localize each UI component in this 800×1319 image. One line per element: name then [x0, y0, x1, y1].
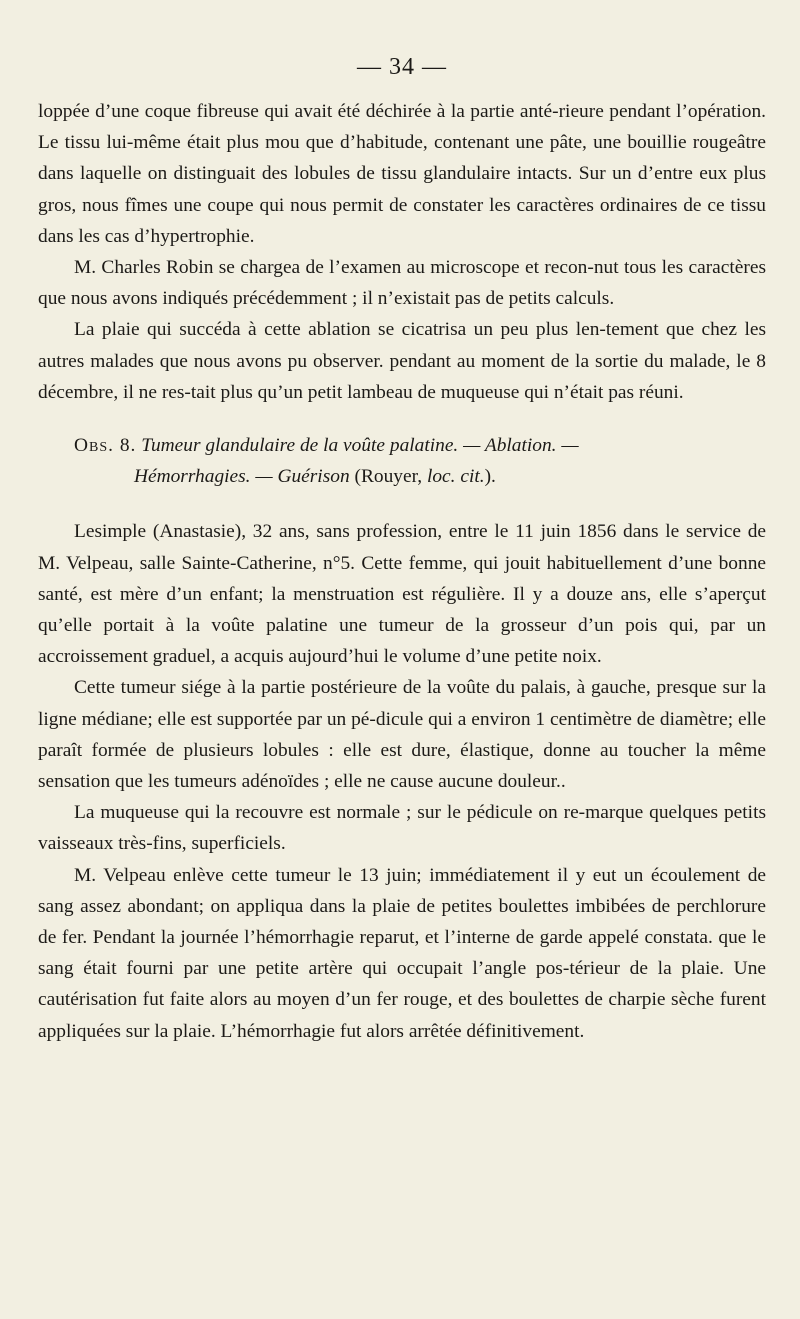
observation-close-paren: ).	[484, 466, 496, 488]
paragraph-continued: loppée d’une coque fibreuse qui avait été déchirée à la partie anté-rieure pendant l’opération. Le tissu lui-même était plus mou que d’habitude, contenant une pâte, une bouillie rougeâtre dans laquelle on distinguait des lobules de tissu glandulaire intacts. Sur un d’entre eux plus gros, nous fîmes une coupe qui nous permit de constater les caractères ordinaires de ce tissu dans les cas d’hypertrophie.	[38, 101, 766, 247]
observation-heading	[38, 430, 766, 492]
paragraph-tumor-description: Cette tumeur siége à la partie postérieure de la voûte du palais, à gauche, presque sur la ligne médiane; elle est supportée par un pé-dicule qui a environ 1 centimètre de diamètre; elle paraît formée de plusieurs lobules : elle est dure, élastique, donne au toucher la même sensation que les tumeurs adénoïdes ; elle ne cause aucune douleur..	[38, 677, 766, 793]
paragraph-patient-history: Lesimple (Anastasie), 32 ans, sans profession, entre le 11 juin 1856 dans le service de M. Velpeau, salle Sainte-Catherine, n°5. Cette femme, qui jouit habituellement d’une bonne santé, est mère d’un enfant; la menstruation est régulière. Il y a douze ans, elle s’aperçut qu’elle portait à la voûte palatine une tumeur de la grosseur d’un pois qui, par un accroissement graduel, a acquis aujourd’hui le volume d’une petite noix.	[38, 521, 766, 668]
observation-title-part2: Hémorrhagies. — Guérison	[134, 466, 350, 488]
observation-label: Obs. 8.	[74, 435, 137, 457]
paragraph-robin-exam: M. Charles Robin se chargea de l’examen au microscope et recon-nut tous les caractères que nous avons indiqués précédemment ; il n’existait pas de petits calculs.	[38, 257, 766, 310]
observation-title-line2	[74, 461, 766, 492]
observation-open-paren: (	[349, 466, 361, 488]
observation-source-name: Rouyer,	[360, 466, 423, 488]
observation-title-part1: Tumeur glandulaire de la voûte palatine. — Ablation. —	[141, 435, 579, 457]
observation-source-ref: loc. cit.	[426, 466, 485, 488]
paragraph-mucosa: La muqueuse qui la recouvre est normale ; sur le pédicule on re-marque quelques petits vaisseaux très-fins, superficiels.	[38, 802, 766, 855]
page-number: — 34 —	[357, 54, 447, 80]
paragraph-surgery: M. Velpeau enlève cette tumeur le 13 juin; immédiatement il y eut un écoulement de sang assez abondant; on appliqua dans la plaie de petites boulettes imbibées de perchlorure de fer. Pendant la journée l’hémorrhagie reparut, et l’interne de garde appelé constata. que le sang était fourni par une petite artère qui occupait l’angle pos-térieur de la plaie. Une cautérisation fut faite alors au moyen d’un fer rouge, et des boulettes de charpie sèche furent appliquées sur la plaie. L’hémorrhagie fut alors arrêtée définitivement.	[38, 864, 766, 1042]
paragraph-healing: La plaie qui succéda à cette ablation se cicatrisa un peu plus len-tement que chez les autres malades que nous avons pu observer. pendant au moment de la sortie du malade, le 8 décembre, il ne res-tait plus qu’un petit lambeau de muqueuse qui n’était pas réuni.	[38, 319, 766, 403]
